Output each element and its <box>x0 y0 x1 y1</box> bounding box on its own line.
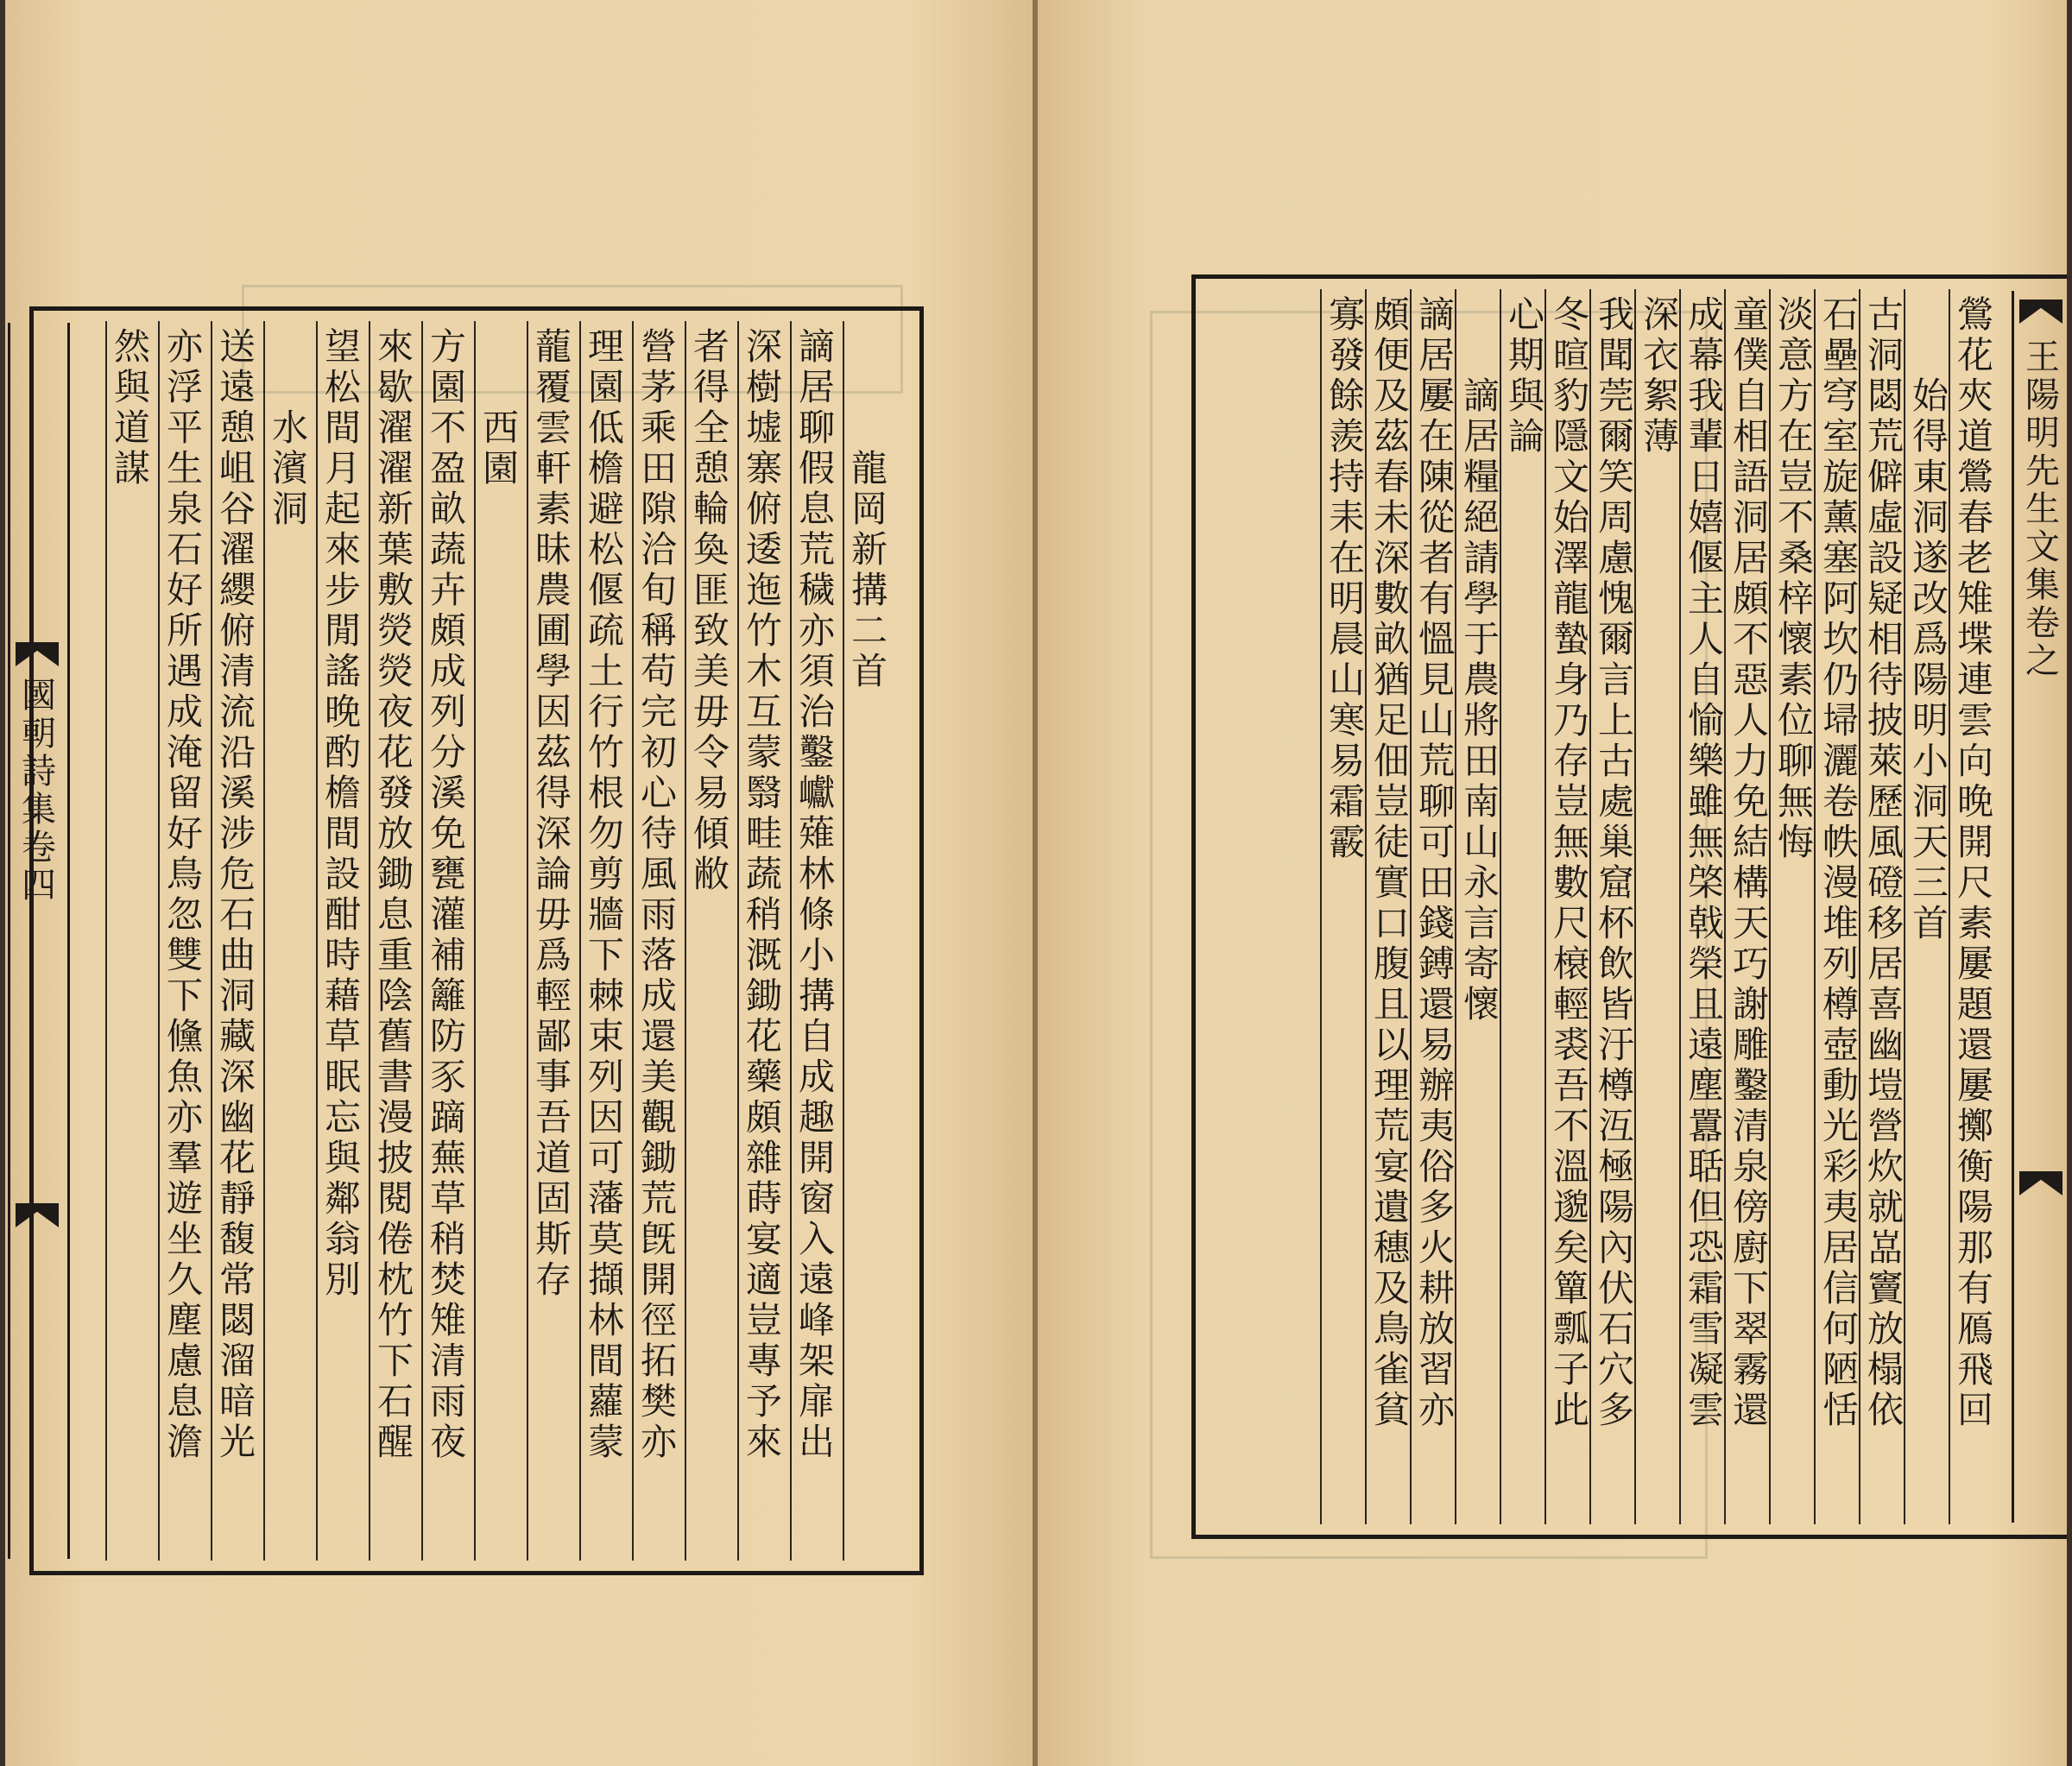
fishtail-mark <box>16 1203 59 1227</box>
left-edge <box>0 0 5 1766</box>
column-rule <box>1679 289 1681 1524</box>
right-text-column: 頗 便 及 茲 春 未 深 數 畝 猶 足 佃 豈 徒 實 口 腹 且 以 理 荒 宴 遺 穗 及 鳥 雀 貧 <box>1373 293 1410 1431</box>
right-text-column: 淡 意 方 在 豈 不 桑 梓 懷 素 位 聊 無 悔 <box>1777 293 1814 863</box>
left-text-column: 然 與 道 謀 <box>113 325 150 489</box>
fishtail-mark <box>16 642 59 666</box>
column-rule <box>369 321 370 1561</box>
left-text-column: 送 遠 憩 岨 谷 濯 纓 俯 清 流 沿 溪 涉 危 石 曲 洞 藏 深 幽 花 靜 馥 常 閟 溜 暗 光 <box>218 325 256 1463</box>
right-text-column: 謫 居 屢 在 陳 從 者 有 慍 見 山 荒 聊 可 田 錢 鎛 還 易 辦 夷 俗 多 火 耕 放 習 亦 <box>1418 293 1455 1431</box>
left-text-column: 亦 浮 平 生 泉 石 好 所 遇 成 淹 留 好 鳥 忽 雙 下 儵 魚 亦 羣 遊 坐 久 塵 慮 息 澹 <box>166 325 203 1463</box>
centre-title: 國朝詩集卷四 <box>22 676 56 905</box>
column-rule <box>685 321 686 1561</box>
right-text-column: 古 洞 閟 荒 僻 虛 設 疑 相 待 披 萊 歷 風 磴 移 居 喜 幽 塏 營 炊 就 嵓 竇 放 榻 依 <box>1867 293 1904 1431</box>
left-text-column: 深 樹 墟 寨 俯 逶 迤 竹 木 互 蒙 翳 畦 蔬 稍 溉 鋤 花 藥 頗 雜 蒔 宴 適 豈 專 予 來 <box>745 325 782 1463</box>
right-text-column: 謫 居 糧 絕 請 學 于 農 將 田 南 山 永 言 寄 懷 <box>1462 375 1500 1025</box>
left-text-block <box>22 306 924 1575</box>
column-rule <box>737 321 739 1561</box>
left-text-column: 營 茅 乘 田 隙 洽 旬 稱 苟 完 初 心 待 風 雨 落 成 還 美 觀 鋤 荒 旣 開 徑 拓 樊 亦 <box>640 325 677 1463</box>
right-page <box>1038 0 2072 1766</box>
right-text-column: 我 聞 莞 爾 笑 周 慮 愧 爾 言 上 古 處 巢 窟 杯 飲 皆 汙 樽 沍 極 陽 內 伏 石 穴 多 <box>1597 293 1634 1431</box>
right-text-block <box>1191 274 2072 1539</box>
right-text-column: 童 僕 自 相 語 洞 居 頗 不 惡 人 力 免 結 構 天 巧 謝 雕 鑿 清 泉 傍 廚 下 翠 霧 還 <box>1732 293 1769 1431</box>
left-text-column: 水 濱 洞 <box>271 407 308 530</box>
column-rule <box>790 321 792 1561</box>
column-rule <box>474 321 476 1561</box>
left-text-column: 蘢 覆 雲 軒 素 昧 農 圃 學 因 茲 得 深 論 毋 爲 輕 鄙 事 吾 道 固 斯 存 <box>534 325 572 1301</box>
right-text-column: 冬 暄 豹 隱 文 始 澤 龍 蟄 身 乃 存 豈 無 數 尺 榱 輕 裘 吾 不 溫 邈 矣 簞 瓢 子 此 <box>1552 293 1589 1431</box>
right-text-column: 寡 發 餘 羨 持 耒 在 明 晨 山 寒 易 霜 霰 <box>1328 293 1365 863</box>
right-text-column: 心 期 與 論 <box>1507 293 1545 457</box>
left-text-column: 者 得 全 憩 輪 奐 匪 致 美 毋 令 易 傾 敝 <box>692 325 730 895</box>
column-rule <box>421 321 423 1561</box>
column-rule <box>211 321 212 1561</box>
left-text-column: 方 園 不 盈 畝 蔬 卉 頗 成 列 分 溪 免 甕 灌 補 籬 防 豕 蹢 蕪 草 稍 焚 雉 清 雨 夜 <box>429 325 466 1463</box>
left-text-column: 望 松 間 月 起 來 步 閒 謠 晚 酌 檐 間 設 酣 時 藉 草 眠 忘 與 鄰 翁 別 <box>324 325 361 1301</box>
column-rule <box>1545 289 1546 1524</box>
column-rule <box>579 321 581 1561</box>
fishtail-mark <box>2019 1171 2063 1195</box>
centre-title: 王陽明先生文集卷之 <box>2025 337 2060 681</box>
left-text-column: 理 園 低 檐 避 松 偃 疏 土 行 竹 根 勿 剪 牆 下 棘 束 列 因 可 藩 莫 擷 林 間 蘿 蒙 <box>587 325 624 1463</box>
fishtail-mark <box>2019 300 2063 324</box>
column-rule <box>263 321 265 1561</box>
column-rule <box>843 321 844 1561</box>
column-rule <box>316 321 318 1561</box>
right-text-column: 深 衣 絮 薄 <box>1642 293 1679 457</box>
left-text-column: 龍 岡 新 搆 二 首 <box>850 447 888 692</box>
column-rule <box>158 321 160 1561</box>
centre-title-strip <box>2012 291 2072 1523</box>
right-edge <box>2067 0 2072 1766</box>
right-text-column: 成 幕 我 輩 日 嬉 偃 主 人 自 愉 樂 雖 無 棨 戟 榮 且 遠 塵 囂 聒 但 恐 霜 雪 凝 雲 <box>1687 293 1724 1431</box>
left-text-column: 謫 居 聊 假 息 荒 穢 亦 須 治 鑿 巘 薙 林 條 小 搆 自 成 趣 開 窗 入 遠 峰 架 扉 出 <box>798 325 835 1463</box>
column-rule <box>105 321 107 1561</box>
right-text-column: 鶯 花 夾 道 鶯 春 老 雉 堞 連 雲 向 晚 開 尺 素 屢 題 還 屢 擲 衡 陽 那 有 鴈 飛 回 <box>1956 293 1993 1431</box>
right-text-column: 始 得 東 洞 遂 改 爲 陽 明 小 洞 天 三 首 <box>1911 375 1949 944</box>
right-text-column: 石 壘 穹 室 旋 薰 塞 阿 坎 仍 埽 灑 卷 帙 漫 堆 列 樽 壺 動 光 彩 夷 居 信 何 陋 恬 <box>1822 293 1859 1431</box>
column-rule <box>1320 289 1322 1524</box>
column-rule <box>527 321 528 1561</box>
left-page <box>0 0 1034 1766</box>
centre-title-strip <box>8 323 70 1559</box>
left-text-column: 來 歇 濯 濯 新 葉 敷 熒 熒 夜 花 發 放 鋤 息 重 陰 舊 書 漫 披 閱 倦 枕 竹 下 石 醒 <box>376 325 414 1463</box>
left-text-column: 西 園 <box>482 407 519 489</box>
column-rule <box>632 321 634 1561</box>
